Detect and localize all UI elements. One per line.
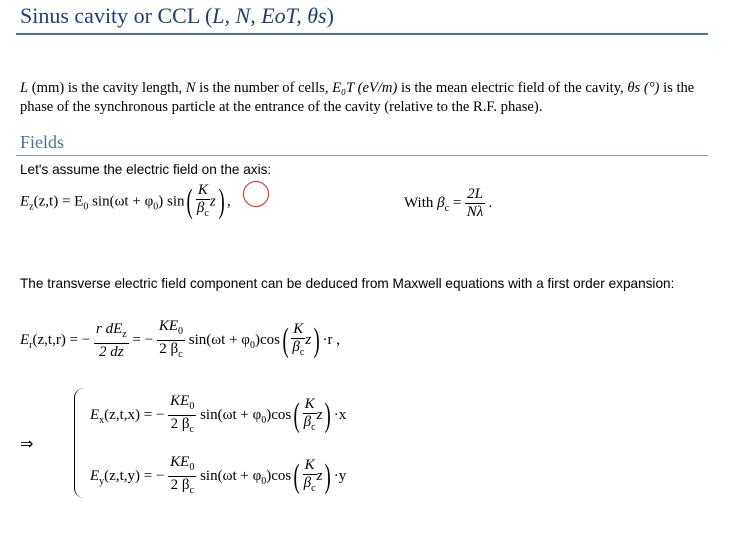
- equation-beta-c: With $\beta_c$ = $\frac{2L}{N\lambda}$ .: [404, 186, 493, 220]
- page-title: Sinus cavity or CCL (L, N, EoT, θs): [20, 3, 334, 28]
- transverse-text: The transverse electric field component can be deduced from Maxwell equations with a first order expansion:: [20, 276, 675, 291]
- equation-ey: $E_y(z,t,y)$ = − $\frac{KE_0}{2 \beta_c}$ $\sin(\omega t + \varphi_0)\cos$( $\frac{K}{\beta_c}$ z) ·y: [90, 454, 347, 496]
- intro-paragraph: L (mm) is the cavity length, N is the number of cells, E₀T (eV/m) is the mean electric field of the cavity, θs (°) is the phase of the synchronous particle at the entrance of the cavity (relative to the R.F. phase).: [20, 80, 695, 115]
- implies-arrow: ⇒: [20, 434, 34, 453]
- equation-ez: $E_z(z,t) = E_0$ $\sin(\omega t + \varphi_0)$ sin( $\frac{K}{\beta_c}$ z) ,: [20, 182, 231, 220]
- equation-er: $E_r(z,t,r)$ = − $\frac{r dE_z}{2 dz}$ = − $\frac{KE_0}{2 \beta_c}$ $\sin(\omega t + \varphi_0)\cos$( $\frac{K}{\beta_c}$ z) ·r ,: [20, 318, 340, 360]
- fields-divider: [16, 155, 708, 156]
- highlight-circle: [243, 181, 269, 207]
- fields-heading: Fields: [20, 132, 65, 152]
- system-brace: [74, 388, 85, 498]
- assume-text: Let's assume the electric field on the axis:: [20, 162, 272, 177]
- equation-ex: $E_x(z,t,x)$ = − $\frac{KE_0}{2 \beta_c}$ $\sin(\omega t + \varphi_0)\cos$( $\frac{K}{\beta_c}$ z) ·x: [90, 393, 347, 435]
- title-divider: [16, 33, 708, 35]
